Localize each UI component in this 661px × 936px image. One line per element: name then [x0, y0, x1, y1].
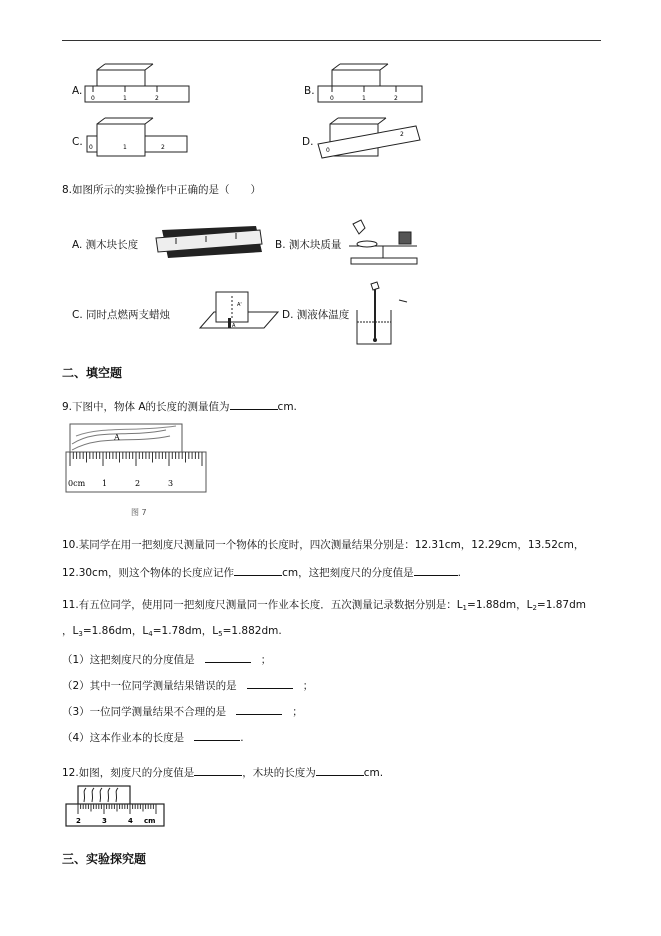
q11-sub-3: 3 — [78, 630, 83, 638]
q9-pre: 9.下图中，物体 A的长度的测量值为 — [62, 401, 230, 413]
q11-v5: =1.882dm. — [222, 625, 282, 637]
q10-blank-1[interactable] — [234, 564, 282, 576]
option-b-label: B. — [304, 85, 315, 97]
q8-option-b: B. 测木块质量 — [275, 239, 342, 251]
q11-s4-end: . — [240, 732, 244, 744]
q11-sub1 — [62, 651, 271, 667]
q11-blank-1[interactable] — [205, 651, 251, 663]
q12-text — [62, 764, 383, 780]
q11-s2-end: ； — [302, 680, 314, 692]
q11-s1-end: ； — [260, 654, 272, 666]
figure-8b — [345, 218, 425, 266]
q11-s3-text: （3）一位同学测量结果不合理的是 — [62, 706, 227, 718]
q8-option-a: A. 测木块长度 — [72, 239, 139, 251]
q8-stem: 8.如图所示的实验操作中正确的是（ ） — [62, 184, 262, 196]
q11-line1-text: 11.有五位同学，使用同一把刻度尺测量同一作业本长度．五次测量记录数据分别是：L — [62, 599, 463, 611]
svg-text:2: 2 — [394, 95, 398, 102]
q11-sub2 — [62, 677, 313, 693]
section-2-heading: 二、填空题 — [62, 366, 123, 380]
q11-s3-end: ； — [292, 706, 303, 718]
svg-text:0: 0 — [330, 95, 334, 102]
figure-7a — [85, 68, 195, 108]
q12-blank-1[interactable] — [194, 764, 242, 776]
q11-blank-3[interactable] — [236, 703, 282, 715]
q12-blank-2[interactable] — [316, 764, 364, 776]
svg-text:1: 1 — [362, 95, 366, 102]
svg-text:2: 2 — [155, 95, 159, 102]
q12-unit: cm — [144, 817, 156, 825]
q10-pre: 12.30cm，则这个物体的长度应记作 — [62, 567, 235, 579]
q11-v4: =1.78dm，L — [152, 625, 219, 637]
q11-line2-pre: ，L — [62, 625, 79, 637]
svg-text:2: 2 — [400, 131, 404, 138]
section-3-heading: 三、实验探究题 — [62, 852, 147, 866]
header-rule — [62, 40, 601, 41]
q11-v1: =1.88dm，L — [467, 599, 533, 611]
q11-blank-2[interactable] — [247, 677, 293, 689]
figure-8a — [156, 224, 266, 264]
option-d-label: D. — [302, 136, 314, 148]
svg-text:0: 0 — [91, 95, 95, 102]
figure-7b — [318, 68, 428, 108]
q12-tick-3: 3 — [102, 817, 107, 825]
q9-tick-2: 2 — [135, 479, 141, 488]
q10-post: . — [457, 567, 461, 579]
figure-8d — [355, 282, 425, 348]
figure-7d — [318, 120, 428, 162]
q11-blank-4[interactable] — [194, 729, 240, 741]
q8-option-d: D. 测液体温度 — [282, 309, 350, 321]
q11-sub4 — [62, 729, 244, 745]
q9-caption: 图 7 — [131, 508, 147, 517]
q9-post: cm. — [277, 401, 297, 413]
q11-s4-text: （4）这本作业本的长度是 — [62, 732, 185, 744]
q11-sub-2: 2 — [532, 604, 537, 612]
q8-option-c: C. 同时点燃两支蜡烛 — [72, 309, 171, 321]
q11-line2 — [62, 624, 282, 641]
figure-8c-a-prime: A' — [237, 302, 242, 308]
svg-text:0: 0 — [326, 147, 330, 154]
q11-v3: =1.86dm，L — [82, 625, 149, 637]
q9-object-label: A — [114, 433, 120, 442]
option-a-label: A. — [72, 85, 83, 97]
q12-tick-4: 4 — [128, 817, 133, 825]
q12-pre: 12.如图，刻度尺的分度值是 — [62, 767, 195, 779]
q9-tick-3: 3 — [168, 479, 174, 488]
q11-s1-text: （1）这把刻度尺的分度值是 — [62, 654, 195, 666]
figure-7c — [85, 122, 195, 162]
figure-8c — [200, 292, 280, 338]
svg-text:1: 1 — [123, 144, 127, 151]
q9-blank[interactable] — [230, 398, 278, 410]
q12-post: cm. — [363, 767, 384, 779]
svg-text:0: 0 — [89, 144, 93, 151]
q11-sub-1: 1 — [462, 604, 468, 612]
figure-9 — [66, 424, 208, 496]
q9-tick-1: 1 — [102, 479, 108, 488]
q11-sub-5: 5 — [218, 630, 223, 638]
figure-8c-a: A — [232, 323, 236, 329]
q9-text — [62, 398, 297, 414]
q10-line2 — [62, 564, 461, 580]
svg-text:1: 1 — [123, 95, 127, 102]
q10-blank-2[interactable] — [414, 564, 458, 576]
q11-v2: =1.87dm — [536, 599, 586, 611]
q11-sub3 — [62, 703, 303, 719]
q11-sub-4: 4 — [148, 630, 153, 638]
q11-line1 — [62, 598, 586, 615]
q10-mid: cm，这把刻度尺的分度值是 — [282, 567, 414, 579]
q12-tick-2: 2 — [76, 817, 81, 825]
q9-tick-0: 0cm — [68, 479, 86, 488]
q10-line1: 10.某同学在用一把刻度尺测量同一个物体的长度时，四次测量结果分别是：12.31cm，12.29cm，13.52cm， — [62, 539, 585, 551]
q11-s2-text: （2）其中一位同学测量结果错误的是 — [62, 680, 237, 692]
option-c-label: C. — [72, 136, 83, 148]
q12-mid: ，木块的长度为 — [242, 767, 316, 779]
svg-text:2: 2 — [161, 144, 165, 151]
figure-12 — [64, 786, 168, 830]
